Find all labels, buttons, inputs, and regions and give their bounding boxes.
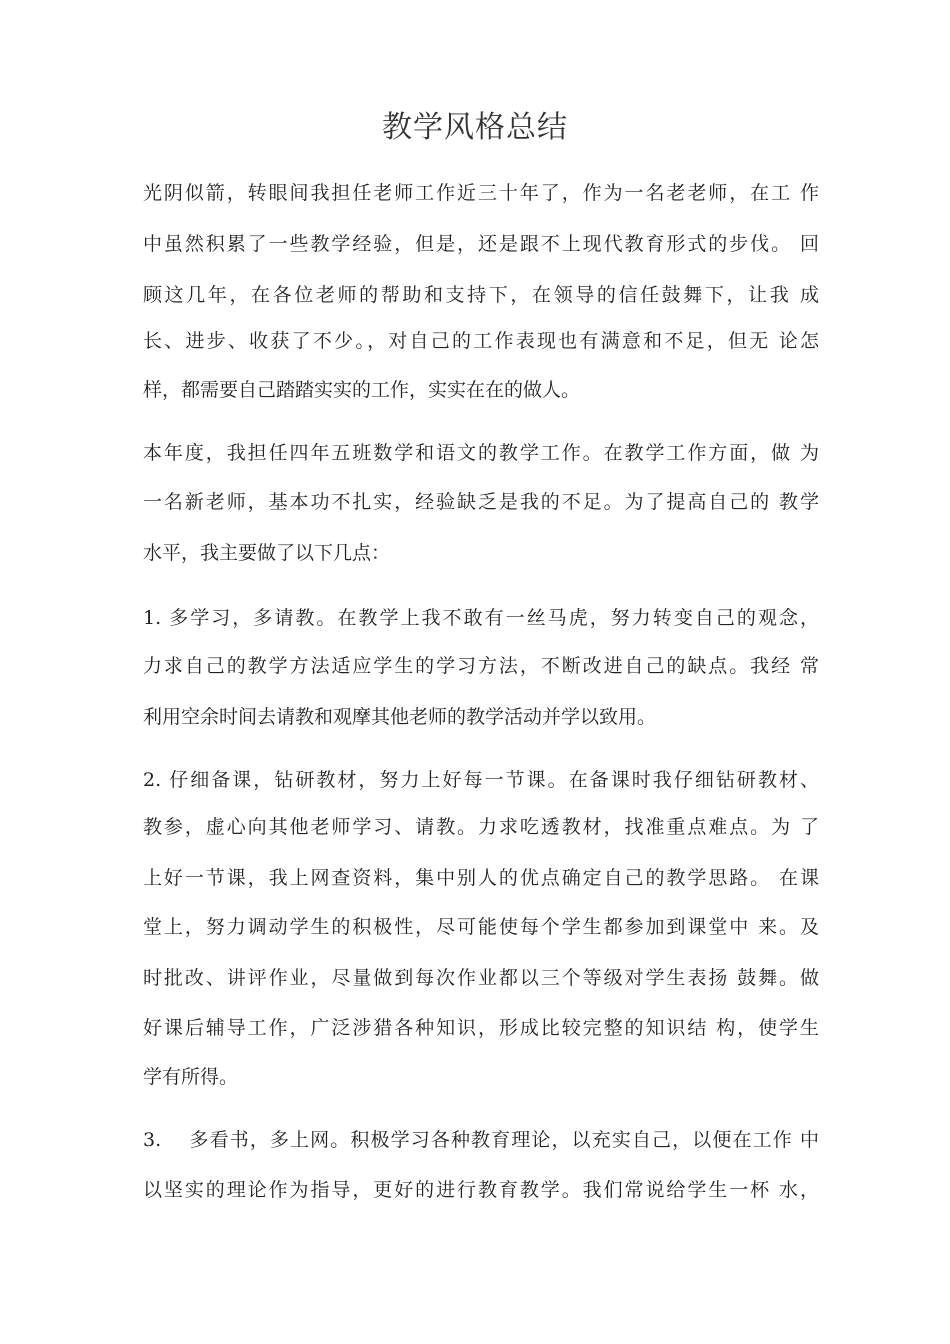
paragraph-4-line-5: 时批改、讲评作业，尽量做到每次作业都以三个等级对学生表扬 鼓舞。做 (143, 967, 819, 989)
paragraph-4-line-4: 堂上，努力调动学生的积极性，尽可能使每个学生都参加到课堂中 来。及 (143, 916, 819, 938)
paragraph-3-line-1: 1. 多学习，多请教。在教学上我不敢有一丝马虎，努力转变自己的观念， (143, 607, 819, 629)
paragraph-4-line-2: 教参，虚心向其他老师学习、请教。力求吃透教材，找准重点难点。为 了 (143, 816, 819, 838)
paragraph-4-line-6: 好课后辅导工作，广泛涉猎各种知识，形成比较完整的知识结 构，使学生 (143, 1017, 819, 1039)
paragraph-5-line-2: 以坚实的理论作为指导，更好的进行教育教学。我们常说给学生一杯 水， (143, 1179, 819, 1201)
document-title: 教学风格总结 (382, 110, 568, 145)
paragraph-1-line-4: 长、进步、收获了不少。，对自己的工作表现也有满意和不足，但无 论怎 (143, 330, 819, 352)
paragraph-3-line-3: 利用空余时间去请教和观摩其他老师的教学活动并学以致用。 (143, 706, 657, 728)
paragraph-2-line-1: 本年度，我担任四年五班数学和语文的教学工作。在教学工作方面，做 为 (143, 442, 819, 464)
paragraph-4-line-3: 上好一节课，我上网查资料，集中别人的优点确定自己的教学思路。 在课 (143, 867, 819, 889)
paragraph-2-line-2: 一名新老师，基本功不扎实，经验缺乏是我的不足。为了提高自己的 教学 (143, 491, 819, 513)
paragraph-2-line-3: 水平，我主要做了以下几点： (143, 542, 391, 564)
paragraph-4-line-1: 2. 仔细备课，钻研教材，努力上好每一节课。在备课时我仔细钻研教材、 (143, 769, 819, 791)
paragraph-1-line-3: 顾这几年，在各位老师的帮助和支持下，在领导的信任鼓舞下，让我 成 (143, 284, 819, 306)
paragraph-1-line-1: 光阴似箭，转眼间我担任老师工作近三十年了，作为一名老老师，在工 作 (143, 182, 819, 204)
paragraph-1-line-2: 中虽然积累了一些教学经验，但是，还是跟不上现代教育形式的步伐。 回 (143, 233, 819, 255)
paragraph-5-line-1: 3. 多看书，多上网。积极学习各种教育理论，以充实自己，以便在工作 中 (143, 1129, 819, 1151)
paragraph-4-line-7: 学有所得。 (143, 1066, 239, 1088)
paragraph-3-line-2: 力求自己的教学方法适应学生的学习方法，不断改进自己的缺点。我经 常 (143, 655, 819, 677)
paragraph-1-line-5: 样，都需要自己踏踏实实的工作，实实在在的做人。 (143, 379, 581, 401)
